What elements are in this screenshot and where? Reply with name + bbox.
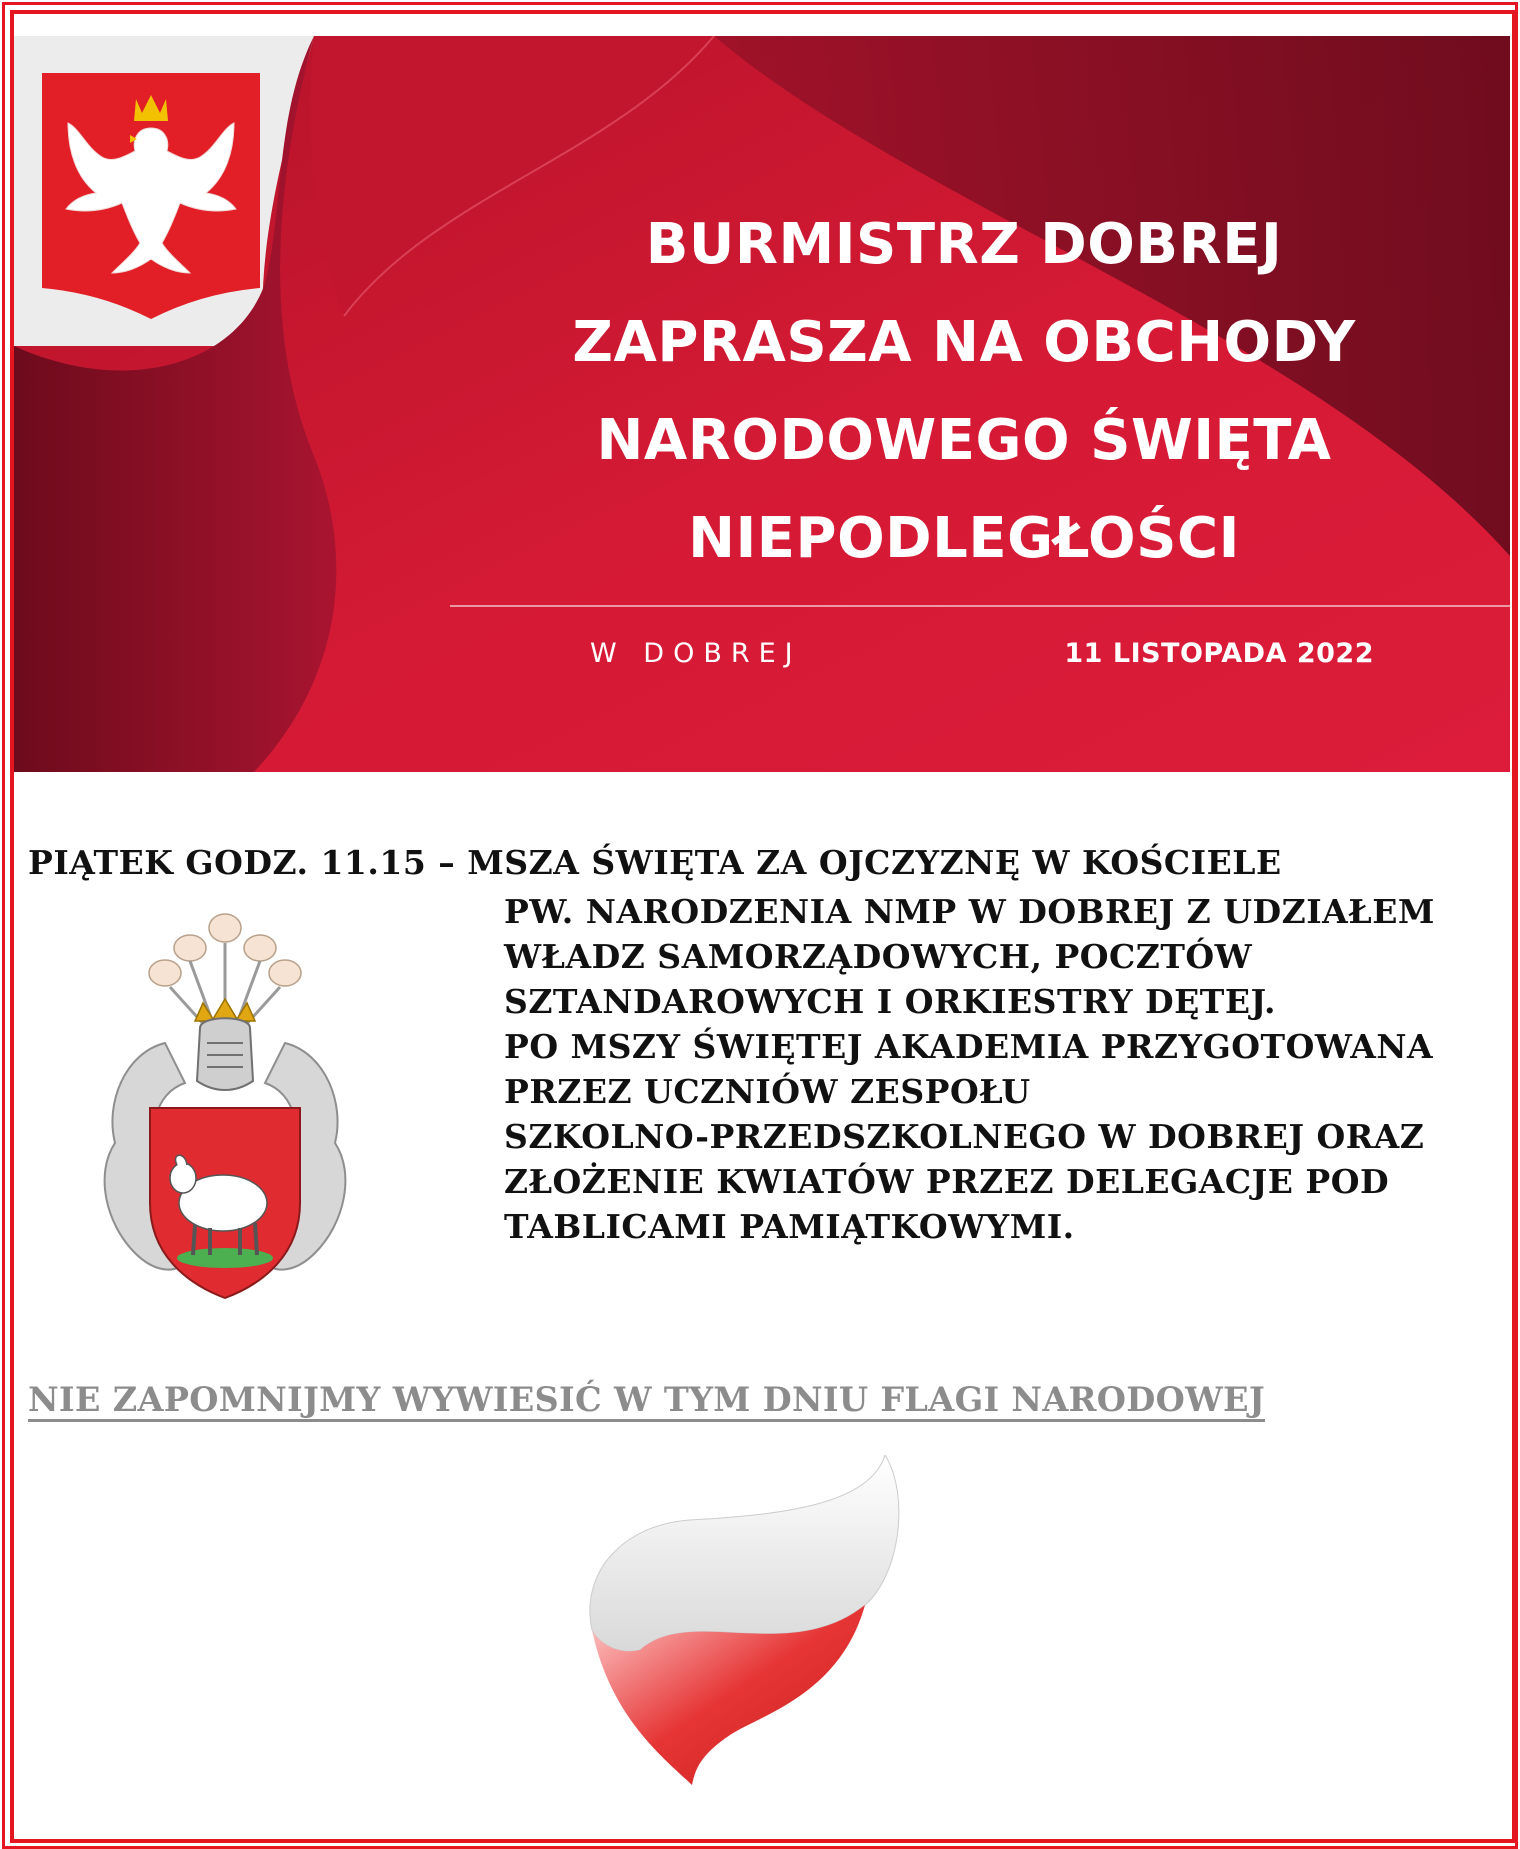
event-line: WŁADZ SAMORZĄDOWYCH, POCZTÓW: [504, 937, 1253, 976]
headline-line: BURMISTRZ DOBREJ: [645, 212, 1283, 277]
event-line: PO MSZY ŚWIĘTEJ AKADEMIA PRZYGOTOWANA: [504, 1027, 1434, 1066]
divider: [450, 605, 1510, 607]
event-lead-text: PIĄTEK GODZ. 11.15 – MSZA ŚWIĘTA ZA OJCZYZNĘ W KOŚCIELE: [28, 843, 1282, 882]
event-line: ZŁOŻENIE KWIATÓW PRZEZ DELEGACJE POD: [504, 1162, 1390, 1201]
flag-reminder: NIE ZAPOMNIJMY WYWIESIĆ W TYM DNIU FLAGI NARODOWEJ: [28, 1380, 1265, 1419]
event-place: W DOBREJ: [590, 638, 802, 669]
headline-line: ZAPRASZA NA OBCHODY: [572, 310, 1356, 375]
event-line: SZKOLNO-PRZEDSZKOLNEGO W DOBREJ ORAZ: [504, 1117, 1425, 1156]
event-line: SZTANDAROWYCH I ORKIESTRY DĘTEJ.: [504, 982, 1277, 1021]
polish-flag-ribbon-icon: [580, 1455, 920, 1785]
headline-line: NIEPODLEGŁOŚCI: [688, 506, 1240, 571]
polish-white-eagle-emblem-icon: [42, 73, 260, 319]
dobra-coat-of-arms-icon: [95, 903, 355, 1308]
event-line: PW. NARODZENIA NMP W DOBREJ Z UDZIAŁEM: [504, 892, 1435, 931]
event-line: PRZEZ UCZNIÓW ZESPOŁU: [504, 1072, 1031, 1111]
headline: [454, 196, 1474, 588]
event-line: TABLICAMI PAMIĄTKOWYMI.: [504, 1207, 1075, 1246]
headline-line: NARODOWEGO ŚWIĘTA: [596, 408, 1332, 473]
event-description: [504, 889, 1504, 1249]
event-date: 11 LISTOPADA 2022: [1064, 638, 1374, 669]
